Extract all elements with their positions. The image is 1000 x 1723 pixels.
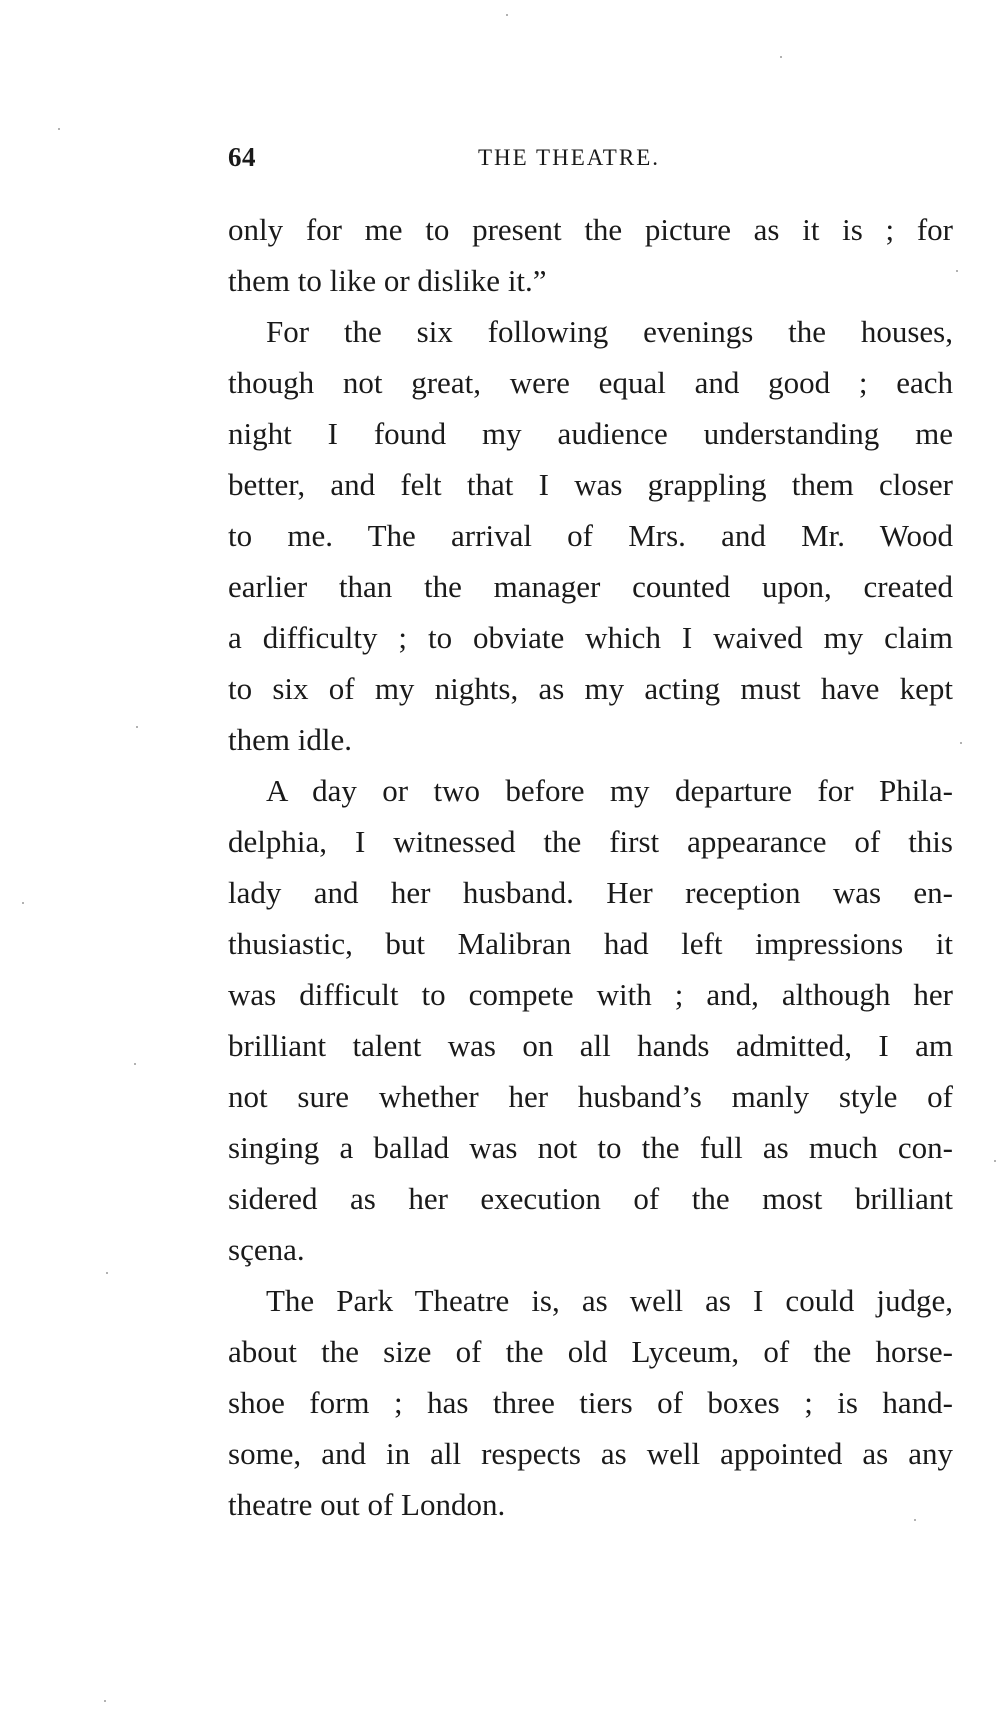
- paper-speck: [58, 128, 60, 130]
- page-header: [228, 142, 953, 182]
- text-line: lady and her husband. Her reception was en-: [228, 875, 953, 910]
- text-line: them idle.: [228, 722, 352, 757]
- text-line: brilliant talent was on all hands admitted, I am: [228, 1028, 953, 1063]
- text-line: A day or two before my departure for Phila-: [266, 773, 953, 808]
- text-line: night I found my audience understanding me: [228, 416, 953, 451]
- text-line: sidered as her execution of the most brilliant: [228, 1181, 953, 1216]
- paper-speck: [506, 14, 508, 16]
- text-line: delphia, I witnessed the first appearance of this: [228, 824, 953, 859]
- text-line: shoe form ; has three tiers of boxes ; is hand-: [228, 1385, 953, 1420]
- paper-speck: [136, 726, 138, 728]
- running-head: THE THEATRE.: [478, 145, 661, 170]
- text-line: The Park Theatre is, as well as I could judge,: [266, 1283, 953, 1318]
- text-line: was difficult to compete with ; and, although her: [228, 977, 953, 1012]
- paper-speck: [994, 1160, 996, 1162]
- text-line: some, and in all respects as well appointed as any: [228, 1436, 953, 1471]
- text-line: though not great, were equal and good ; each: [228, 365, 953, 400]
- paper-speck: [134, 1063, 136, 1065]
- text-line: thusiastic, but Malibran had left impressions it: [228, 926, 953, 961]
- text-line: sçena.: [228, 1232, 305, 1267]
- text-line: to six of my nights, as my acting must have kept: [228, 671, 953, 706]
- text-line: singing a ballad was not to the full as much con-: [228, 1130, 953, 1165]
- text-line: not sure whether her husband’s manly style of: [228, 1079, 953, 1114]
- paper-speck: [914, 1519, 916, 1521]
- text-line: about the size of the old Lyceum, of the horse-: [228, 1334, 953, 1369]
- paper-speck: [106, 1272, 108, 1274]
- text-line: earlier than the manager counted upon, created: [228, 569, 953, 604]
- body-text: [228, 204, 953, 1530]
- page-number: 64: [228, 142, 256, 172]
- paper-speck: [780, 56, 782, 58]
- paper-speck: [956, 270, 958, 272]
- text-line: theatre out of London.: [228, 1487, 506, 1522]
- text-line: better, and felt that I was grappling them closer: [228, 467, 953, 502]
- text-line: only for me to present the picture as it is ; for: [228, 212, 953, 247]
- text-line: to me. The arrival of Mrs. and Mr. Wood: [228, 518, 953, 553]
- paper-speck: [104, 1700, 106, 1702]
- text-line: For the six following evenings the houses,: [266, 314, 953, 349]
- text-line: them to like or dislike it.”: [228, 263, 547, 298]
- paper-speck: [22, 902, 24, 904]
- text-line: a difficulty ; to obviate which I waived my claim: [228, 620, 953, 655]
- paper-speck: [960, 742, 962, 744]
